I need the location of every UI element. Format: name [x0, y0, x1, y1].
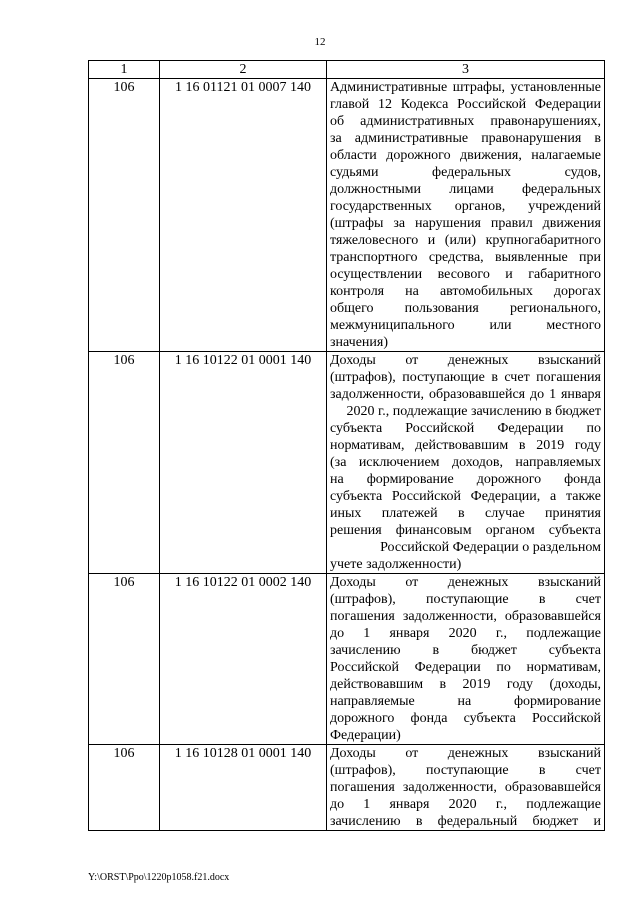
description-line: (за исключением доходов, направляемых: [330, 455, 601, 470]
description-cell: [327, 352, 605, 574]
budget-classification-code-cell: 1 16 01121 01 0007 140: [160, 79, 327, 352]
description-line: значения): [330, 335, 389, 350]
description-line: зачислению в федеральный бюджет и: [330, 814, 601, 829]
table-row: [89, 79, 605, 352]
description-line: решения финансовым органом субъекта: [330, 523, 601, 538]
description-line: транспортного средства, выявленные при: [330, 250, 601, 265]
description-line: зачислению в бюджет субъекта: [330, 643, 601, 658]
description-line: субъекта Российской Федерации по: [330, 421, 601, 436]
revenue-codes-table: [88, 60, 605, 831]
description-line: погашения задолженности, образовавшейся: [330, 780, 601, 795]
budget-classification-code-cell: 1 16 10122 01 0002 140: [160, 574, 327, 745]
budget-classification-code-cell: 1 16 10128 01 0001 140: [160, 745, 327, 831]
description-line: 2020 г., подлежащие зачислению в бюджет: [346, 404, 601, 419]
description-line: субъекта Российской Федерации, а также: [330, 489, 601, 504]
description-line: нормативам, действовавшим в 2019 году: [330, 438, 601, 453]
description-line: тяжеловесного и (или) крупногабаритного: [330, 233, 601, 248]
description-line: действовавшим в 2019 году (доходы,: [330, 677, 601, 692]
admin-code-cell: 106: [89, 352, 160, 574]
table-row: [89, 574, 605, 745]
file-path-footer: Y:\ORST\Ppo\1220p1058.f21.docx: [88, 872, 230, 883]
description-line: (штрафы за нарушения правил движения: [330, 216, 601, 231]
description-line: Федерации): [330, 728, 401, 743]
column-header-2: 2: [160, 61, 327, 79]
description-line: об административных правонарушениях,: [330, 114, 601, 129]
admin-code-cell: 106: [89, 79, 160, 352]
table-row: [89, 352, 605, 574]
column-header-3: 3: [327, 61, 605, 79]
description-line: Российской Федерации по нормативам,: [330, 660, 601, 675]
description-line: иных платежей в случае принятия: [330, 506, 601, 521]
description-cell: [327, 574, 605, 745]
description-line: (штрафов), поступающие в счет: [330, 763, 601, 778]
page-number: 12: [314, 36, 326, 48]
description-cell: [327, 745, 605, 831]
description-line: контроля на автомобильных дорогах: [330, 284, 601, 299]
description-line: должностными лицами федеральных: [330, 182, 601, 197]
description-line: общего пользования регионального,: [330, 301, 601, 316]
column-header-1: 1: [89, 61, 160, 79]
description-line: Доходы от денежных взысканий: [330, 746, 601, 761]
description-line: государственных органов, учреждений: [330, 199, 601, 214]
description-line: Российской Федерации о раздельном: [380, 540, 601, 555]
description-line: на формирование дорожного фонда: [330, 472, 601, 487]
description-line: за административные правонарушения в: [330, 131, 601, 146]
description-line: Административные штрафы, установленные: [330, 80, 601, 95]
description-line: Доходы от денежных взысканий: [330, 575, 601, 590]
description-line: погашения задолженности, образовавшейся: [330, 609, 601, 624]
admin-code-cell: 106: [89, 574, 160, 745]
description-line: главой 12 Кодекса Российской Федерации: [330, 97, 601, 112]
description-line: межмуниципального или местного: [330, 318, 601, 333]
description-line: направляемые на формирование: [330, 694, 601, 709]
description-line: Доходы от денежных взысканий: [330, 353, 601, 368]
description-line: судьями федеральных судов,: [330, 165, 601, 180]
admin-code-cell: 106: [89, 745, 160, 831]
budget-classification-code-cell: 1 16 10122 01 0001 140: [160, 352, 327, 574]
description-line: (штрафов), поступающие в счет: [330, 592, 601, 607]
description-line: до 1 января 2020 г., подлежащие: [330, 626, 601, 641]
description-cell: [327, 79, 605, 352]
description-line: области дорожного движения, налагаемые: [330, 148, 601, 163]
table-header-row: [89, 61, 605, 79]
description-line: задолженности, образовавшейся до 1 января: [330, 387, 601, 402]
description-line: осуществлении весового и габаритного: [330, 267, 601, 282]
description-line: дорожного фонда субъекта Российской: [330, 711, 601, 726]
description-line: учете задолженности): [330, 557, 462, 572]
table-row: [89, 745, 605, 831]
description-line: (штрафов), поступающие в счет погашения: [330, 370, 601, 385]
description-line: до 1 января 2020 г., подлежащие: [330, 797, 601, 812]
